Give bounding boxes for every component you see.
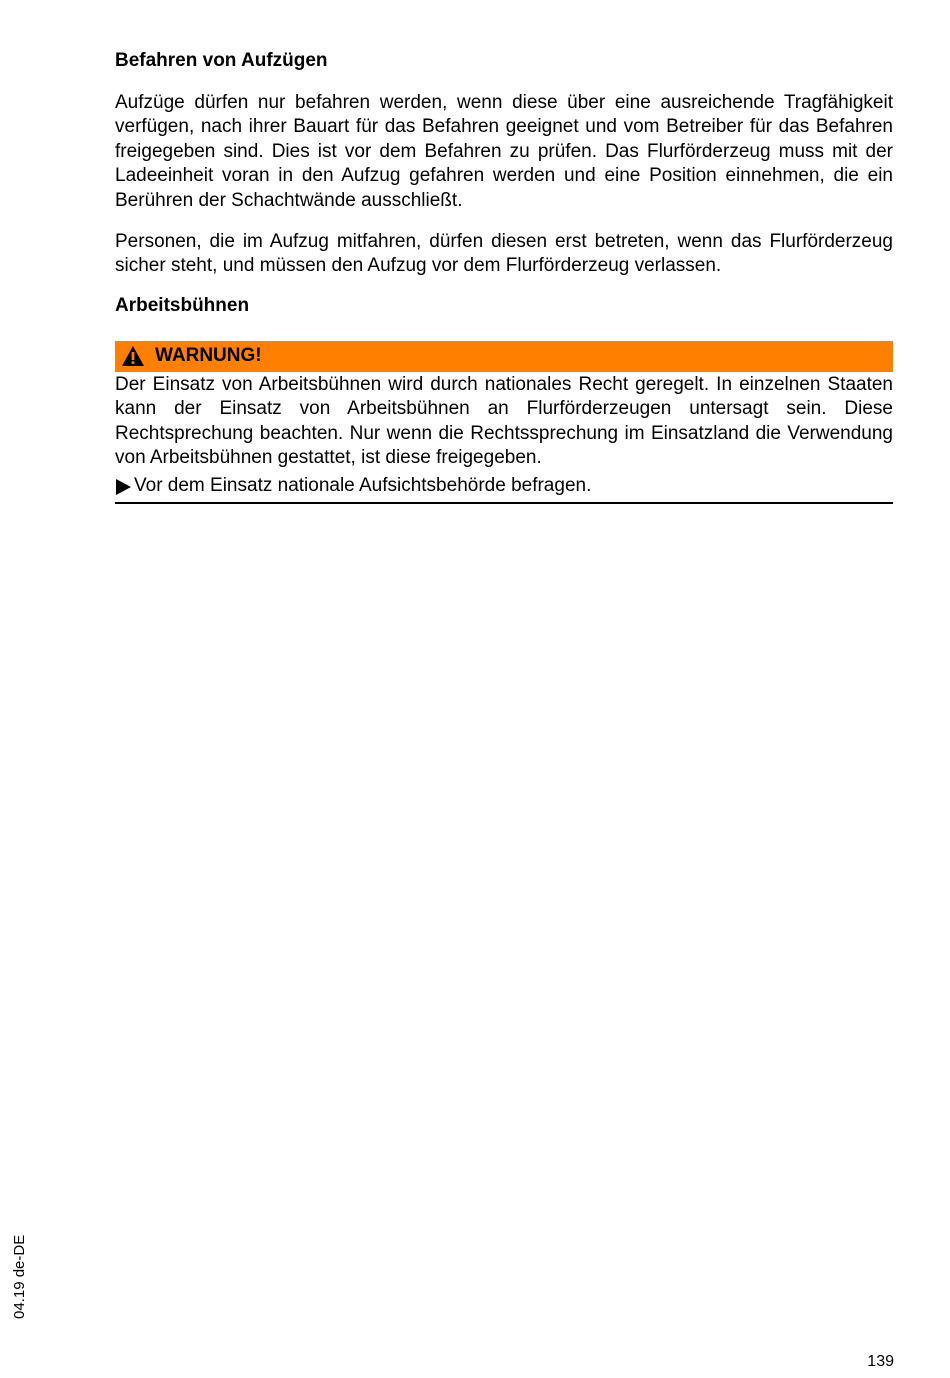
warning-triangle-icon <box>121 345 145 367</box>
play-arrow-icon <box>115 478 132 496</box>
warning-block <box>115 341 893 504</box>
page-content <box>115 48 893 504</box>
warning-text: Der Einsatz von Arbeitsbühnen wird durch nationales Recht geregelt. In einzelnen Staaten kann der Einsatz von Arbeitsbühnen an Flurförderzeugen untersagt sein. Diese Rechtsprechung beachten. Nur wenn die Rechtssprechung im Einsatzland die Verwendung von Arbeitsbühnen gestattet, ist diese freigegeben. <box>115 373 893 469</box>
warning-header <box>115 341 893 372</box>
warning-action <box>115 474 893 498</box>
page-number: 139 <box>867 1353 894 1370</box>
warning-end-rule <box>115 502 893 504</box>
section-heading-platforms: Arbeitsbühnen <box>115 294 250 316</box>
warning-action-text: Vor dem Einsatz nationale Aufsichtsbehörde befragen. <box>134 475 592 497</box>
warning-label: WARNUNG! <box>155 345 262 367</box>
document-code: 04.19 de-DE <box>11 1234 28 1319</box>
paragraph-elevator-requirements: Aufzüge dürfen nur befahren werden, wenn diese über eine ausreichende Tragfähigkeit verfügen, nach ihrer Bauart für das Befahren geeignet und vom Betreiber für das Befahren freigegeben sind. Dies ist vor dem Befahren zu prüfen. Das Flurförderzeug muss mit der Ladeeinheit voran in den Aufzug gefahren werden und eine Position einnehmen, die ein Berühren der Schachtwände ausschließt. <box>115 92 893 211</box>
paragraph-elevator-persons: Personen, die im Aufzug mitfahren, dürfen diesen erst betreten, wenn das Flurförderzeug sicher steht, und müssen den Aufzug vor dem Flurförderzeug verlassen. <box>115 231 893 277</box>
section-heading-elevators: Befahren von Aufzügen <box>115 50 328 71</box>
